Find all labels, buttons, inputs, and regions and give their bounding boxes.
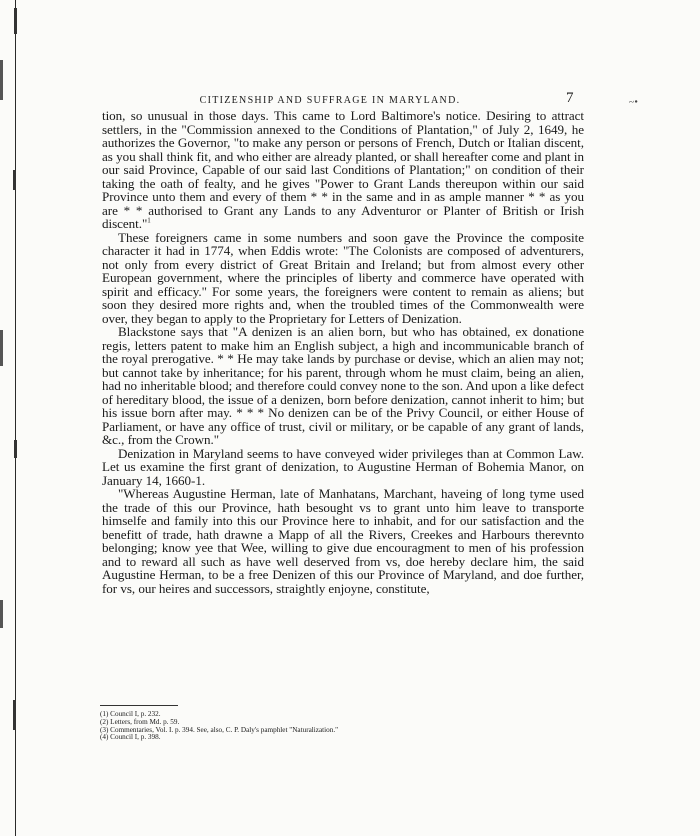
- footnotes: [100, 711, 480, 742]
- paragraph-2: These foreigners came in some numbers and soon gave the Province the composite character it had in 1774, when Eddis wrote: "The Colonists are composed of adventurers, not only from every district of Great Britain and Ireland; but from almost every other European government, where the principles of liberty and commerce have operated with spirit and efficacy." For some years, the foreigners were content to remain as aliens; but soon they desired more rights and, when the troubled times of the Commonwealth were over, they began to apply to the Proprietary for Letters of Denization.: [102, 229, 584, 326]
- scan-edge-mark: [0, 600, 3, 628]
- binding-mark: [13, 170, 16, 190]
- footnote-mark-1: 1: [147, 216, 151, 225]
- paragraph-3: Blackstone says that "A denizen is an alien born, but who has obtained, ex donatione regis, letters patent to make him an English subject, a high and incommunicable branch of the royal prerogative. * * He may take lands by purchase or devise, which an alien may not; but cannot take by inheritance; for his parent, through whom he must claim, being an alien, had no inheritable blood; and therefore could convey none to the son. And upon a like defect of hereditary blood, the issue of a denizen, born before denization, cannot inherit to him; but his issue born after may. * * * No denizen can be of the Privy Council, or either House of Parliament, or have any office of trust, civil or military, or be capable of any grant of lands, &c., from the Crown.": [102, 324, 584, 447]
- scan-edge-mark: [0, 330, 3, 366]
- binding-mark: [14, 8, 17, 34]
- page-number: 7: [566, 90, 574, 106]
- binding-mark: [14, 440, 17, 458]
- body-text: [102, 109, 584, 595]
- paragraph-4: Denization in Maryland seems to have conveyed wider privileges than at Common Law. Let us examine the first grant of denization, to Augustine Herman of Bohemia Manor, on January 14, 1660-1.: [102, 445, 584, 488]
- footnote-2: (2) Letters, from Md. p. 59.: [100, 717, 180, 726]
- footnote-rule: [100, 705, 178, 706]
- binding-mark: [13, 700, 16, 730]
- footnote-1: (1) Council I, p. 232.: [100, 710, 161, 718]
- corner-mark: ~•: [628, 96, 639, 109]
- scan-edge-mark: [0, 60, 3, 100]
- paragraph-5: "Whereas Augustine Herman, late of Manhatans, Marchant, haveing of long tyme used the trade of this our Province, hath besought vs to grant unto him leave to transporte himselfe and family into this our Province here to inhabit, and for our satisfaction and the benefitt of trade, hath drawne a Mapp of all the Rivers, Creekes and Harbours therevnto belonging; know yee that Wee, willing to give due encouragment to men of his profession and to reward all such as have well deserved from vs, doe hereby declare him, the said Augustine Herman, to be a free Denizen of this our Province of Maryland, and doe further, for vs, our heires and successors, straightly enjoyne, constitute,: [102, 486, 584, 596]
- paragraph-1: tion, so unusual in those days. This came to Lord Baltimore's notice. Desiring to attract settlers, in the "Commission annexed to the Conditions of Plantation," of July 2, 1649, he authorizes the Governor, "to make any person or persons of French, Dutch or Italian discent, as you shall think fit, and who either are already planted, or shall hereafter come and plant in our said Province, Capable of our said last Conditions of Plantation;" on condition of their taking the oath of fealty, and he gives "Power to Grant Lands thereupon within our said Province unto them and every of them * * in the same and in as ample manner * * as you are * * authorised to Grant any Lands to any Adventuror or Planter of British or Irish discent."$^1$: [102, 108, 584, 231]
- footnote-4: (4) Council I, p. 398.: [100, 733, 161, 742]
- running-head: CITIZENSHIP AND SUFFRAGE IN MARYLAND.: [199, 95, 461, 106]
- footnote-3: (3) Commentaries, Vol. I. p. 394. See, also, C. P. Daly's pamphlet "Naturalization.": [100, 725, 339, 734]
